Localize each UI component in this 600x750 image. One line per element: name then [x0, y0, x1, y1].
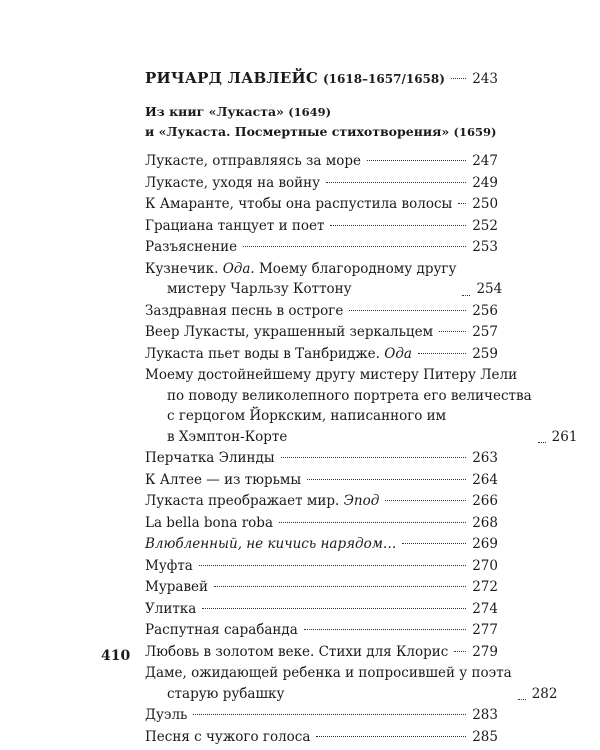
entry-page: 274: [472, 600, 498, 617]
entry-title: Лукасте, отправляясь за море: [145, 153, 361, 169]
entry-title-line: по поводу великолепного портрета его величества: [167, 387, 532, 404]
section-heading: [145, 102, 498, 142]
leader-dots: [458, 203, 466, 204]
leader-dots: [202, 608, 466, 609]
entry-title: Песня с чужого голоса: [145, 728, 311, 745]
toc-entry[interactable]: [145, 237, 498, 258]
leader-dots: [316, 736, 466, 737]
entry-title-line: в Хэмптон-Корте: [167, 428, 288, 445]
entry-title-italic: Ода: [384, 345, 412, 362]
leader-dots: [451, 78, 466, 79]
toc-entry[interactable]: [145, 491, 498, 512]
leader-dots: [349, 310, 466, 311]
section-year-1: (1649): [288, 105, 332, 119]
entry-title: Грациана танцует и поет: [145, 217, 325, 234]
leader-dots: [281, 457, 467, 458]
entry-page: 283: [472, 707, 498, 723]
author-years: (1618–1657/1658): [322, 72, 445, 86]
entry-title-part: Моему благородному другу: [258, 260, 457, 277]
page-number: 410: [101, 648, 131, 664]
toc-entry[interactable]: [145, 448, 498, 469]
entry-title: Улитка: [145, 600, 197, 617]
entry-title: Лукасте, уходя на войну: [145, 174, 321, 191]
leader-dots: [538, 442, 546, 443]
entry-page: 263: [472, 450, 498, 466]
entry-title-line: Даме, ожидающей ребенка и попросившей у поэта: [145, 665, 512, 681]
entry-title: Муфта: [145, 557, 193, 574]
entry-title: Распутная сарабанда: [145, 622, 298, 638]
entry-title-italic: Эпод: [343, 493, 380, 509]
entry-page: 268: [472, 514, 498, 531]
section-title-line1: Из книг «Лукаста»: [145, 104, 284, 119]
entry-page: 264: [472, 471, 498, 488]
entry-page: 270: [472, 557, 498, 574]
toc-entry[interactable]: [145, 344, 498, 365]
section-year-2: (1659): [453, 125, 497, 139]
toc-entry[interactable]: [145, 727, 498, 748]
entry-title: Влюбленный, не кичись нарядом…: [145, 536, 397, 552]
leader-dots: [454, 651, 466, 652]
entry-page: 266: [472, 493, 498, 509]
entry-title: [145, 663, 512, 704]
entry-title: [145, 365, 532, 447]
leader-dots: [439, 331, 466, 332]
entry-title: Дуэль: [145, 707, 188, 723]
entry-page: 253: [472, 239, 498, 255]
leader-dots: [214, 586, 466, 587]
leader-dots: [279, 522, 466, 523]
entry-title: Веер Лукасты, украшенный зеркальцем: [145, 324, 434, 340]
toc-entry[interactable]: [145, 599, 498, 620]
toc-entry[interactable]: [145, 577, 498, 598]
section-title-line2: и «Лукаста. Посмертные стихотворения»: [145, 124, 450, 139]
entry-title: Разъяснение: [145, 239, 238, 255]
toc-entry[interactable]: [145, 620, 498, 641]
entry-title: Муравей: [145, 579, 209, 595]
entry-page: 259: [472, 345, 498, 362]
entry-page: 257: [472, 324, 498, 340]
toc-entry[interactable]: [145, 365, 578, 447]
entry-title: Заздравная песнь в остроге: [145, 302, 344, 319]
leader-dots: [462, 295, 470, 296]
author-name: РИЧАРД ЛАВЛЕЙС: [145, 69, 318, 87]
entry-page: 249: [472, 174, 498, 191]
toc-entry[interactable]: [145, 322, 498, 343]
toc-entry[interactable]: [145, 194, 498, 215]
entry-title: La bella bona roba: [145, 514, 273, 531]
toc-entry[interactable]: [145, 534, 498, 555]
table-of-contents: [145, 68, 578, 748]
leader-dots: [402, 543, 466, 544]
entry-page: 254: [476, 281, 503, 297]
leader-dots: [330, 225, 466, 226]
leader-dots: [199, 565, 466, 566]
leader-dots: [307, 479, 466, 480]
leader-dots: [304, 629, 466, 630]
toc-entry[interactable]: [145, 173, 498, 194]
entry-title: [145, 259, 456, 300]
leader-dots: [193, 714, 466, 715]
toc-entry[interactable]: [145, 513, 498, 534]
entry-page: 285: [472, 728, 498, 745]
leader-dots: [385, 500, 466, 501]
entry-title-part: Лукаста преображает мир.: [145, 493, 340, 509]
entry-title: [145, 491, 379, 512]
leader-dots: [418, 353, 466, 354]
entry-page: 277: [472, 622, 498, 638]
leader-dots: [518, 699, 526, 700]
entry-page: 250: [472, 196, 499, 212]
entry-title-line: Моему достойнейшему другу мистеру Питеру Лели: [145, 367, 518, 383]
author-page: 243: [472, 71, 498, 87]
entry-title: Любовь в золотом веке. Стихи для Клорис: [145, 643, 449, 660]
toc-entry[interactable]: [145, 301, 498, 322]
entry-page: 261: [551, 428, 578, 445]
entry-page: 279: [472, 643, 498, 660]
leader-dots: [243, 246, 466, 247]
entry-page: 272: [472, 579, 498, 595]
toc-entry[interactable]: [145, 663, 558, 704]
entry-title-line: с герцогом Йоркским, написанного им: [167, 408, 447, 424]
toc-entry[interactable]: [145, 259, 503, 300]
toc-entry[interactable]: [145, 216, 498, 237]
entry-title: К Алтее — из тюрьмы: [145, 471, 302, 488]
entry-title: Перчатка Элинды: [145, 450, 275, 466]
toc-entry[interactable]: [145, 642, 498, 663]
entry-page: 282: [531, 685, 558, 702]
entry-title-line: мистеру Чарльзу Коттону: [167, 281, 352, 297]
leader-dots: [326, 182, 466, 183]
leader-dots: [367, 160, 466, 161]
entry-page: 247: [472, 153, 498, 169]
entry-title-part: Кузнечик.: [145, 260, 219, 277]
author-heading: [145, 68, 498, 89]
toc-entry[interactable]: [145, 151, 498, 172]
entry-page: 269: [472, 536, 498, 552]
entry-page: 256: [472, 302, 498, 319]
toc-entry[interactable]: [145, 705, 498, 726]
entry-title-line: старую рубашку: [167, 685, 285, 702]
entry-title: [145, 344, 412, 365]
toc-entry[interactable]: [145, 556, 498, 577]
entry-title: К Амаранте, чтобы она распустила волосы: [145, 196, 453, 212]
entry-page: 252: [472, 217, 498, 234]
entry-title-part: Лукаста пьет воды в Танбридже.: [145, 345, 380, 362]
toc-entry[interactable]: [145, 470, 498, 491]
entry-title-italic: Ода.: [222, 260, 255, 277]
